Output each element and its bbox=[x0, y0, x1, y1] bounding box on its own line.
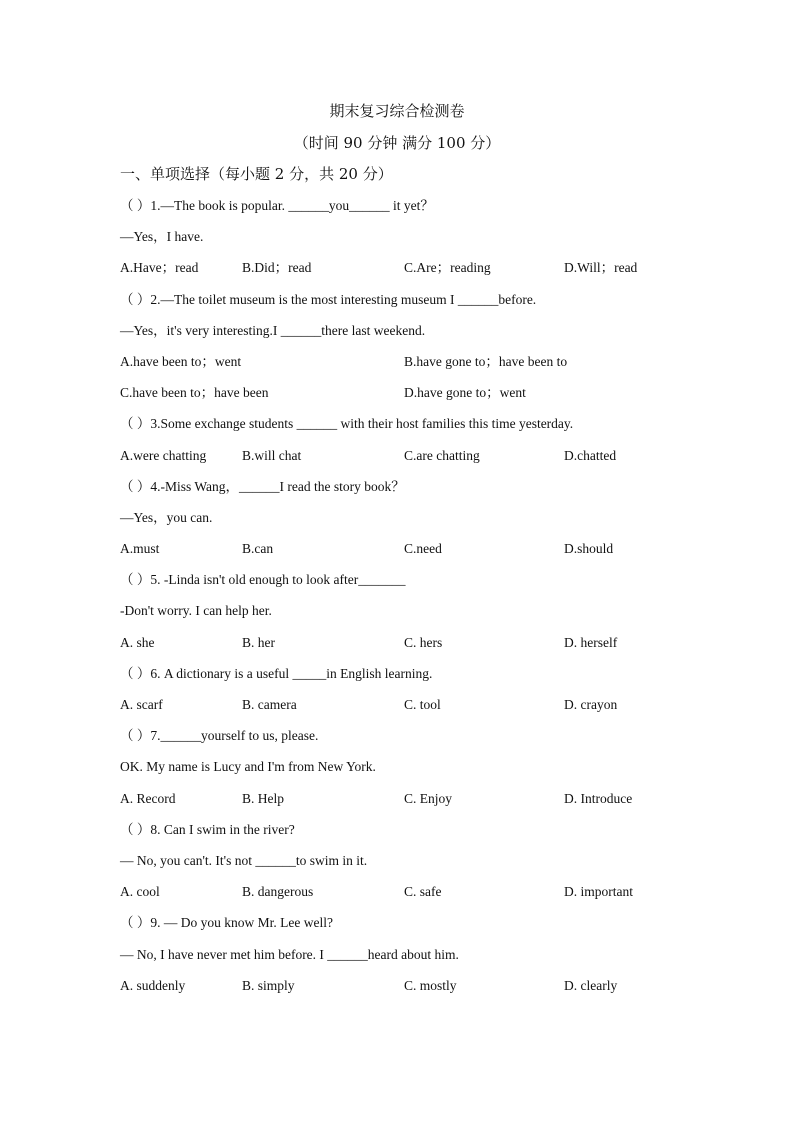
option-a[interactable]: A.Have；read bbox=[120, 260, 199, 276]
option-b[interactable]: B.can bbox=[242, 541, 274, 557]
option-b[interactable]: B. her bbox=[242, 634, 275, 650]
option-a[interactable]: A. suddenly bbox=[120, 977, 186, 993]
option-d[interactable]: D. crayon bbox=[564, 697, 618, 712]
question-stem: （ ）5. -Linda isn't old enough to look after_______ bbox=[120, 572, 406, 588]
option-b[interactable]: B. simply bbox=[242, 977, 295, 993]
question-dialogue: —Yes，I have. bbox=[120, 229, 204, 245]
option-row bbox=[120, 632, 680, 663]
option-d[interactable]: D.should bbox=[564, 541, 614, 557]
option-row bbox=[120, 694, 680, 725]
option-b[interactable]: B.have gone to；have been to bbox=[404, 353, 568, 369]
option-a[interactable]: A. scarf bbox=[120, 697, 163, 712]
option-a[interactable]: A.were chatting bbox=[120, 447, 207, 463]
option-d[interactable]: D.have gone to；went bbox=[404, 385, 526, 401]
option-b[interactable]: B.will chat bbox=[242, 447, 302, 463]
option-b[interactable]: B. Help bbox=[242, 790, 284, 806]
option-d[interactable]: D.chatted bbox=[564, 447, 617, 463]
option-c[interactable]: C. safe bbox=[404, 884, 442, 900]
question-stem: （ ）4.-Miss Wang，______I read the story book？ bbox=[120, 478, 405, 494]
option-b[interactable]: B. camera bbox=[242, 697, 297, 712]
page-title: 期末复习综合检测卷 bbox=[329, 102, 465, 120]
question-stem: （ ）6. A dictionary is a useful _____in English learning. bbox=[120, 665, 433, 681]
question-stem: （ ）8. Can I swim in the river? bbox=[120, 821, 295, 837]
option-c[interactable]: C. tool bbox=[404, 697, 441, 712]
option-a[interactable]: A.have been to；went bbox=[120, 353, 242, 369]
option-c[interactable]: C. hers bbox=[404, 634, 443, 650]
question-list bbox=[120, 195, 680, 1006]
option-row bbox=[120, 382, 680, 413]
option-d[interactable]: D. clearly bbox=[564, 977, 618, 993]
option-c[interactable]: C.Are；reading bbox=[404, 260, 491, 276]
option-d[interactable]: D. important bbox=[564, 884, 633, 900]
option-c[interactable]: C. Enjoy bbox=[404, 790, 453, 806]
question-stem: （ ）1.—The book is popular. ______you______ it yet？ bbox=[120, 198, 434, 213]
option-d[interactable]: D. Introduce bbox=[564, 790, 633, 806]
question-dialogue: OK. My name is Lucy and I'm from New York. bbox=[120, 759, 376, 775]
question-stem: （ ）3.Some exchange students ______ with their host families this time yesterday. bbox=[120, 416, 574, 432]
section-heading: 一、单项选择（每小题 2 分，共 20 分） bbox=[120, 165, 393, 183]
option-row bbox=[120, 538, 680, 569]
option-row bbox=[120, 881, 680, 912]
question-stem: （ ）9. — Do you know Mr. Lee well? bbox=[120, 915, 333, 931]
option-c[interactable]: C.need bbox=[404, 541, 442, 557]
page-subtitle: （时间 90 分钟 满分 100 分） bbox=[293, 134, 501, 152]
option-a[interactable]: A. Record bbox=[120, 790, 176, 806]
option-row bbox=[120, 788, 680, 819]
option-row bbox=[120, 257, 680, 288]
option-row bbox=[120, 445, 680, 476]
question-dialogue: —Yes，you can. bbox=[120, 509, 213, 525]
option-b[interactable]: B.Did；read bbox=[242, 260, 312, 276]
option-a[interactable]: A. she bbox=[120, 634, 155, 650]
option-d[interactable]: D. herself bbox=[564, 634, 618, 650]
option-c[interactable]: C.are chatting bbox=[404, 447, 480, 463]
option-a[interactable]: A.must bbox=[120, 541, 160, 557]
question-stem: （ ）2.—The toilet museum is the most interesting museum I ______before. bbox=[120, 291, 537, 307]
question-dialogue: —Yes，it's very interesting.I ______there last weekend. bbox=[120, 322, 426, 338]
question-dialogue: — No, you can't. It's not ______to swim in it. bbox=[120, 852, 368, 868]
option-d[interactable]: D.Will；read bbox=[564, 260, 638, 276]
option-b[interactable]: B. dangerous bbox=[242, 884, 314, 900]
question-dialogue: -Don't worry. I can help her. bbox=[120, 603, 272, 619]
question-stem: （ ）7.______yourself to us, please. bbox=[120, 728, 319, 744]
option-a[interactable]: A. cool bbox=[120, 884, 160, 900]
option-row bbox=[120, 975, 680, 1006]
option-row bbox=[120, 351, 680, 382]
question-dialogue: — No, I have never met him before. I ______heard about him. bbox=[120, 946, 459, 962]
option-c[interactable]: C. mostly bbox=[404, 977, 457, 993]
option-c[interactable]: C.have been to；have been bbox=[120, 385, 269, 401]
